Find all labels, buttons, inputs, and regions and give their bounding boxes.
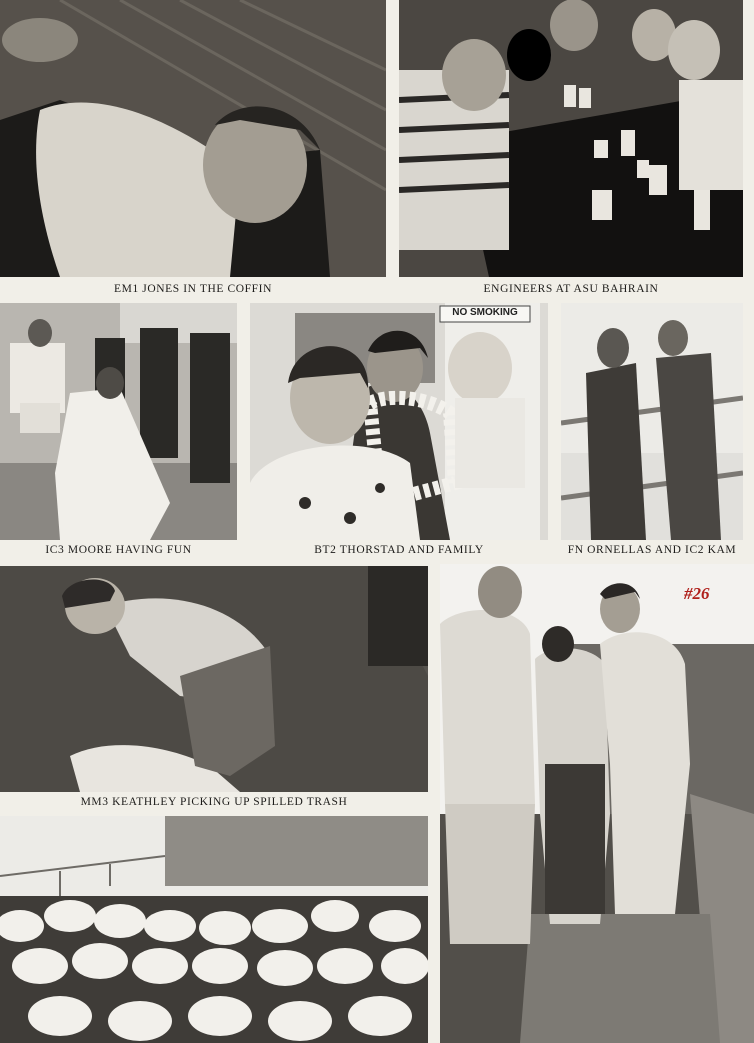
caption-moore: IC3 MOORE HAVING FUN: [45, 544, 192, 556]
photo-mm3-keathley: [0, 566, 428, 792]
photo-ic3-moore: [0, 303, 237, 540]
caption-engineers: ENGINEERS AT ASU BAHRAIN: [483, 283, 659, 295]
caption-ornellas: FN ORNELLAS AND IC2 KAM: [567, 544, 737, 556]
page-number: #26: [684, 584, 710, 603]
caption-thorstad: BT2 THORSTAD AND FAMILY: [314, 544, 484, 556]
photo-fn-ornellas-ic2-kam: [561, 303, 743, 540]
caption-keathley: MM3 KEATHLEY PICKING UP SPILLED TRASH: [80, 796, 348, 808]
photo-ship-deck-group: [440, 564, 754, 1043]
photo-em1-jones-coffin: [0, 0, 386, 277]
photo-bt2-thorstad-family: [250, 303, 548, 540]
caption-coffin: EM1 JONES IN THE COFFIN: [114, 283, 272, 295]
photo-crew-bowing-deck: [0, 816, 428, 1043]
photo-engineers-asu-bahrain: [399, 0, 743, 277]
no-smoking-sign: NO SMOKING: [452, 307, 518, 318]
